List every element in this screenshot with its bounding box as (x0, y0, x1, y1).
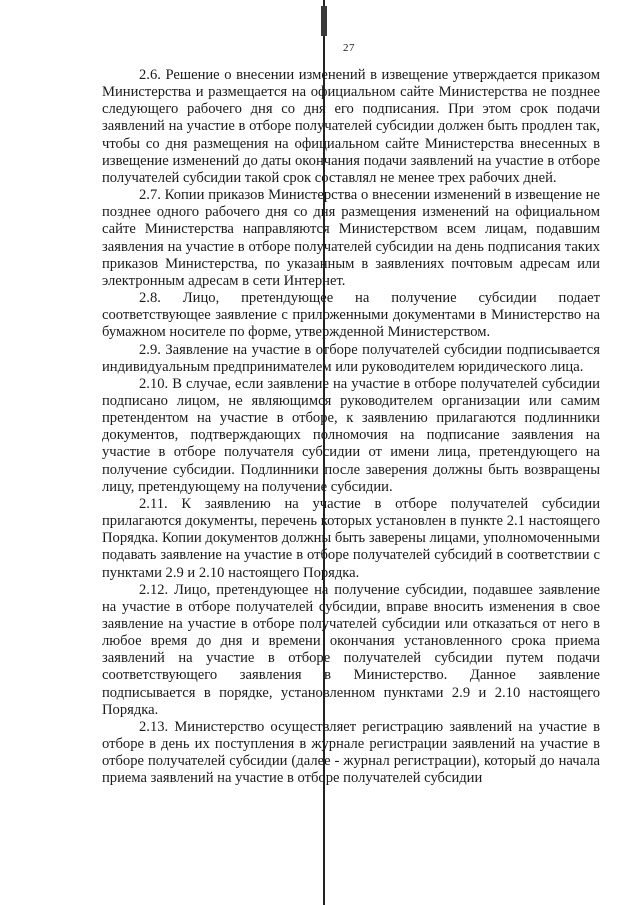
paragraph-2-12: 2.12. Лицо, претендующее на получение субсидии, подавшее заявление на участие в отборе получателей субсидии, вправе вносить изменения в свое заявление на участие в отборе получателей субсидии или отказаться от него в любое время до дня и времени окончания установленного срока приема заявлений на участие в отборе получателей субсидии путем подачи соответствующего заявления в Министерство. Данное заявление подписывается в порядке, установленном пунктами 2.9 и 2.10 настоящего Порядка. (102, 581, 600, 718)
page-number: 27 (343, 42, 355, 54)
paragraph-2-7: 2.7. Копии приказов Министерства о внесении изменений в извещение не позднее одного рабочего дня со дня размещения изменений на официальном сайте Министерства направляются Министерством всем лицам, подавшим заявления на участие в отборе получателей субсидии на день подписания таких приказов Министерства, по указанным в заявлениях почтовым адресам или электронным адресам в сети Интернет. (102, 187, 600, 289)
scan-artifact-mark (321, 6, 327, 36)
paragraph-2-10: 2.10. В случае, если заявление на участие в отборе получателей субсидии подписано лицом, не являющимся руководителем организации или самим претендентом на участие в отборе, к заявлению прилагаются подлинники документов, подтверждающих полномочия на подписание заявления на участие в отборе получателя субсидии от имени лица, претендующего на получение субсидии. Подлинники после заверения должны быть возвращены лицу, претендующему на получение субсидии. (102, 375, 600, 495)
document-body (102, 67, 600, 788)
paragraph-2-13: 2.13. Министерство осуществляет регистрацию заявлений на участие в отборе в день их поступления в журнале регистрации заявлений на участие в отборе получателей субсидии (далее - журнал регистрации), который до начала приема заявлений на участие в отборе получателей субсидии (102, 718, 600, 787)
paragraph-2-9: 2.9. Заявление на участие в отборе получателей субсидии подписывается индивидуальным предпринимателем или руководителем юридического лица. (102, 341, 600, 375)
paragraph-2-8: 2.8. Лицо, претендующее на получение субсидии подает соответствующее заявление с приложенными документами в Министерство на бумажном носителе по форме, утвержденной Министерством. (102, 290, 600, 341)
paragraph-2-11: 2.11. К заявлению на участие в отборе получателей субсидии прилагаются документы, перечень которых установлен в пункте 2.1 настоящего Порядка. Копии документов должны быть заверены лицами, уполномоченными подавать заявление на участие в отборе получателей субсидий в соответствии с пунктами 2.9 и 2.10 настоящего Порядка. (102, 495, 600, 581)
paragraph-2-6: 2.6. Решение о внесении изменений в извещение утверждается приказом Министерства и размещается на официальном сайте Министерства не позднее следующего рабочего дня со дня его подписания. При этом срок подачи заявлений на участие в отборе получателей субсидии должен быть продлен так, чтобы со дня размещения на официальном сайте Министерства внесенных в извещение изменений до даты окончания подачи заявлений на участие в отборе получателей субсидии такой срок составлял не менее трех рабочих дней. (102, 67, 600, 186)
